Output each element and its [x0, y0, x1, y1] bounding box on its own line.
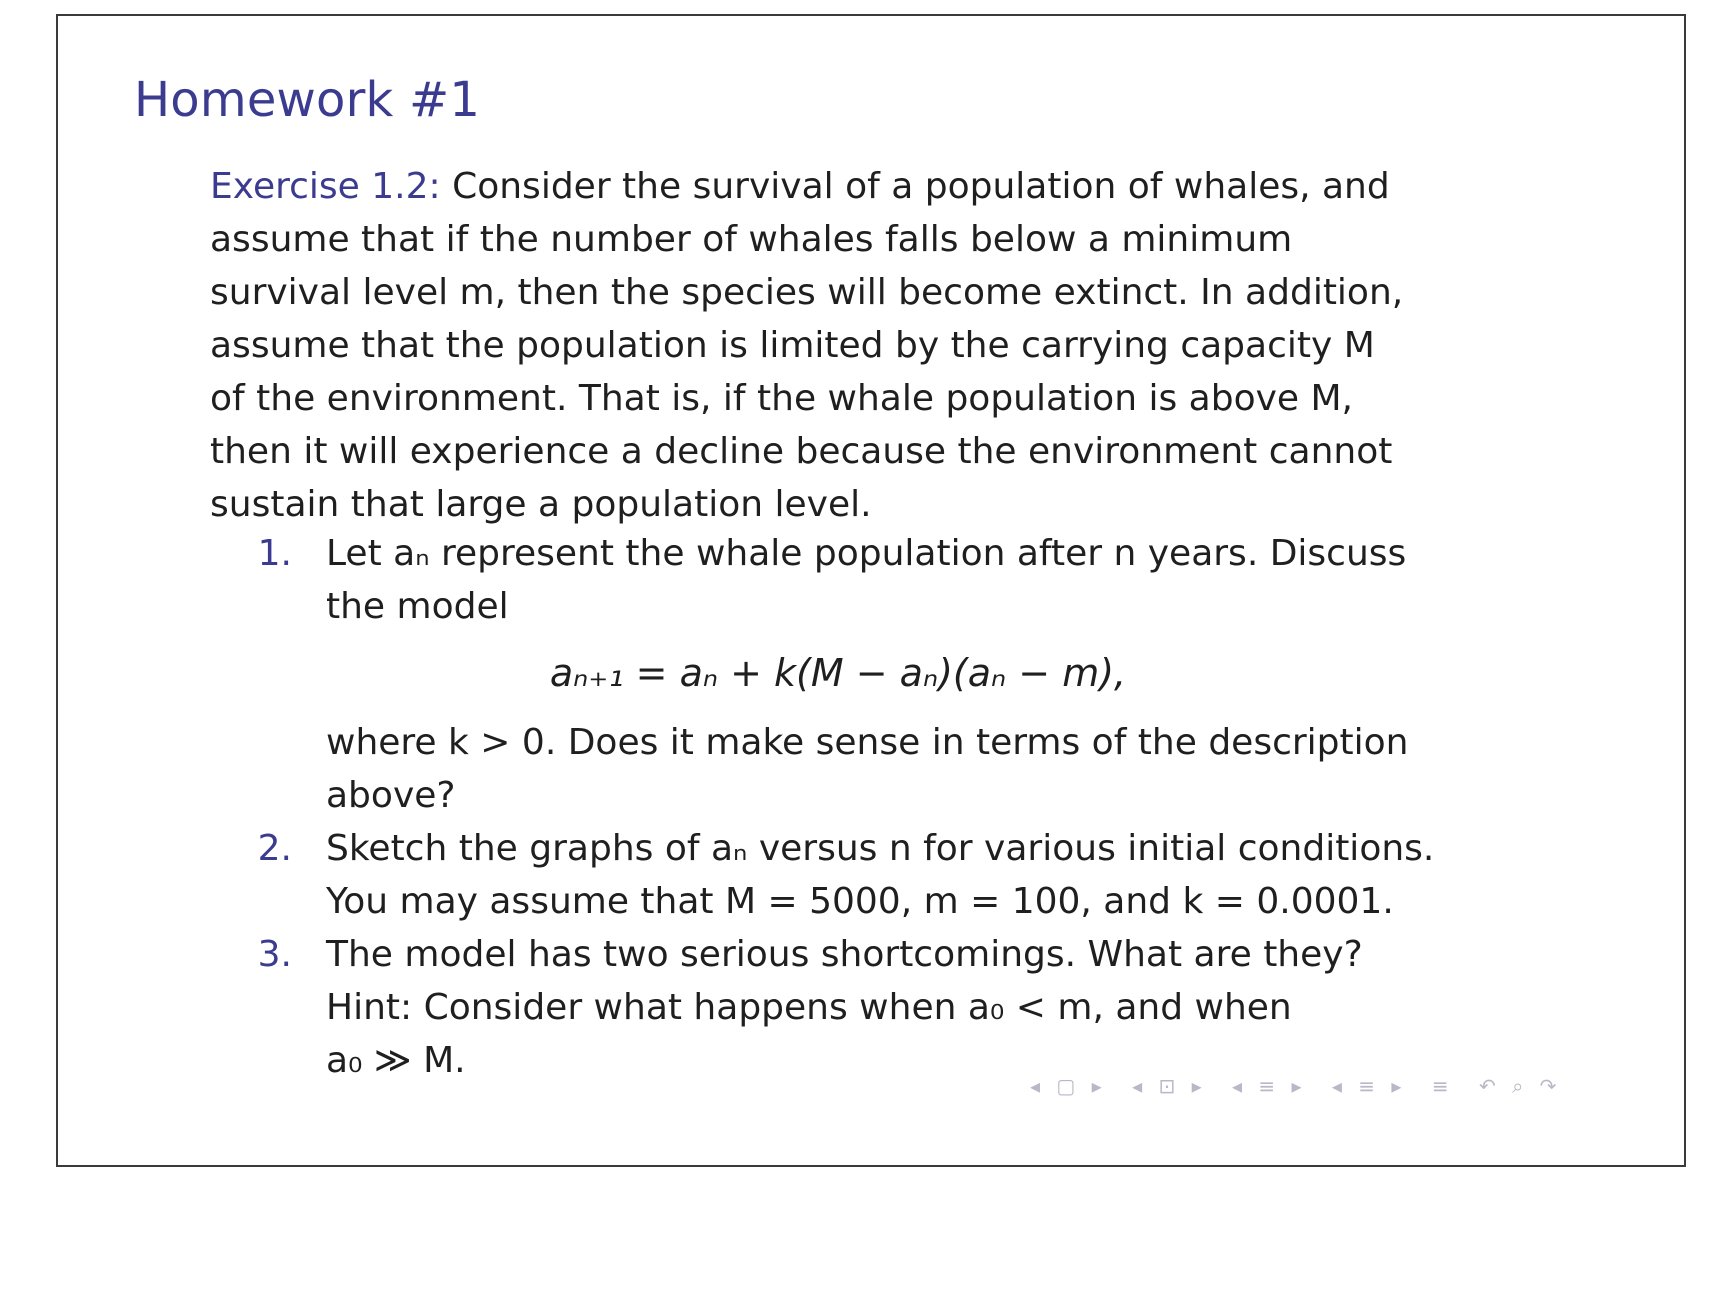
item-1-line-4: above? — [326, 775, 456, 816]
beamer-navigation — [1030, 1074, 1575, 1098]
item-3-line-2: Hint: Consider what happens when a₀ < m, and when — [326, 987, 1292, 1028]
slide-title: Homework #1 — [134, 72, 481, 128]
list-item-3 — [240, 928, 1470, 1087]
item-3-line-3: a₀ ≫ M. — [326, 1040, 466, 1081]
nav-frame-icon[interactable]: ◂ ▢ ▸ — [1030, 1074, 1107, 1098]
list-item-2 — [240, 822, 1470, 928]
nav-subsection-icon[interactable]: ◂ ⊡ ▸ — [1132, 1074, 1207, 1098]
nav-undo-search-redo-icon[interactable]: ↶ ⌕ ↷ — [1478, 1074, 1562, 1098]
exercise-intro — [210, 160, 1470, 531]
list-number: 1. — [257, 533, 292, 574]
intro-line-6: then it will experience a decline because the environment cannot — [210, 431, 1393, 472]
nav-section-icon[interactable]: ◂ ≡ ▸ — [1231, 1074, 1307, 1098]
item-1-line-2: the model — [326, 586, 509, 627]
list-number: 3. — [257, 934, 292, 975]
item-2-line-2: You may assume that M = 5000, m = 100, and k = 0.0001. — [326, 881, 1394, 922]
list-item-1 — [240, 527, 1470, 822]
nav-subsection-list-icon[interactable]: ◂ ≡ ▸ — [1331, 1074, 1407, 1098]
item-1-line-3: where k > 0. Does it make sense in terms of the description — [326, 722, 1409, 763]
enumerated-list — [240, 527, 1470, 1087]
list-number: 2. — [257, 828, 292, 869]
item-3-line-1: The model has two serious shortcomings. What are they? — [326, 934, 1363, 975]
exercise-label: Exercise 1.2: — [210, 166, 441, 207]
intro-line-4: assume that the population is limited by the carrying capacity M — [210, 325, 1375, 366]
intro-line-3: survival level m, then the species will become extinct. In addition, — [210, 272, 1404, 313]
intro-line-1 — [210, 160, 1470, 213]
intro-line-2: assume that if the number of whales falls below a minimum — [210, 219, 1293, 260]
intro-text-1: Consider the survival of a population of whales, and — [452, 166, 1390, 207]
model-equation: aₙ₊₁ = aₙ + k(M − aₙ)(aₙ − m), — [549, 651, 1127, 695]
item-1-line-1: Let aₙ represent the whale population after n years. Discuss — [326, 533, 1407, 574]
nav-toc-icon[interactable]: ≡ — [1431, 1074, 1454, 1098]
item-2-line-1: Sketch the graphs of aₙ versus n for various initial conditions. — [326, 828, 1435, 869]
intro-line-5: of the environment. That is, if the whale population is above M, — [210, 378, 1353, 419]
intro-line-7: sustain that large a population level. — [210, 484, 872, 525]
